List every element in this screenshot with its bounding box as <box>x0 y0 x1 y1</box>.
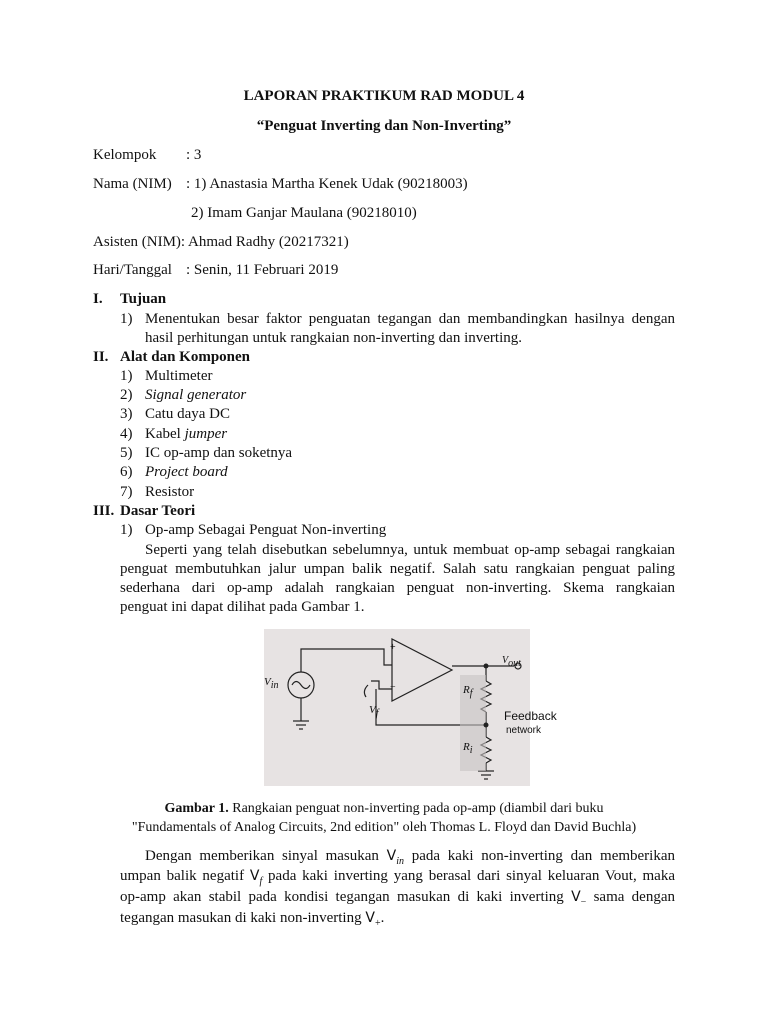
list-item-number: 2) <box>120 387 133 403</box>
section-1-item-number: 1) <box>120 311 133 327</box>
theory-paragraph-line-1: Seperti yang telah disebutkan sebelumnya, untuk membuat op-amp sebagai rangkaian <box>145 542 675 558</box>
closing-line-2: umpan balik negatif $V_f$ pada kaki inverting yang berasal dari sinyal keluaran Vout, maka <box>120 868 675 887</box>
closing-line-1: Dengan memberikan sinyal masukan $V_{in}$ pada kaki non-inverting dan memberikan <box>145 848 675 867</box>
list-item-number: 5) <box>120 445 133 461</box>
network-label: network <box>506 725 542 736</box>
section-2-number: II. <box>93 349 109 365</box>
list-item: Multimeter <box>145 368 213 384</box>
list-item-number: 4) <box>120 426 133 442</box>
nama-value-2: 2) Imam Ganjar Maulana (90218010) <box>191 205 417 221</box>
list-item-number: 6) <box>120 464 133 480</box>
vout-label-text: $V_{out}$ <box>502 655 521 669</box>
vin-label: $V_{in}$ <box>264 676 279 692</box>
feedback-label: Feedback <box>504 709 557 723</box>
closing-line-4: tegangan masukan di kaki non-inverting $V_+$. <box>120 910 385 929</box>
document-subtitle: “Penguat Inverting dan Non-Inverting” <box>256 118 512 134</box>
figure-caption-line-1 <box>0 801 768 817</box>
section-3-item-number: 1) <box>120 522 133 538</box>
nama-label: Nama (NIM) <box>93 176 172 192</box>
hari-value: : Senin, 11 Februari 2019 <box>186 262 339 278</box>
section-3-title: Dasar Teori <box>120 503 196 519</box>
section-1-item-line-2: hasil perhitungan untuk rangkaian non-inverting dan inverting. <box>145 330 522 346</box>
circuit-figure <box>264 629 557 786</box>
op-amp-triangle <box>392 639 452 701</box>
asisten-line: Asisten (NIM): Ahmad Radhy (20217321) <box>93 234 349 250</box>
section-2-title: Alat dan Komponen <box>120 349 251 365</box>
document-title: LAPORAN PRAKTIKUM RAD MODUL 4 <box>243 88 525 104</box>
list-item-text: Kabel <box>145 426 185 442</box>
section-1-number: I. <box>93 291 103 307</box>
list-item-number: 7) <box>120 484 133 500</box>
list-item-text-italic: jumper <box>184 426 228 442</box>
section-1-item-line-1: Menentukan besar faktor penguatan tegangan dan membandingkan hasilnya dengan <box>145 311 675 327</box>
list-item: Project board <box>145 464 228 480</box>
kelompok-value: : 3 <box>186 147 202 163</box>
theory-paragraph-line-2: penguat membutuhkan jalur umpan balik negatif. Salah satu rangkaian penguat paling <box>120 561 675 577</box>
list-item: Catu daya DC <box>145 406 230 422</box>
list-item: IC op-amp dan soketnya <box>145 445 293 461</box>
hari-label: Hari/Tanggal <box>93 262 172 278</box>
caption-text: Rangkaian penguat non-inverting pada op-amp (diambil dari buku <box>228 801 604 816</box>
node-dot <box>484 664 489 669</box>
caption-label: Gambar 1. <box>164 801 229 816</box>
figure-caption-line-2: "Fundamentals of Analog Circuits, 2nd edition" oleh Thomas L. Floyd dan David Buchla) <box>131 820 637 835</box>
kelompok-label: Kelompok <box>93 147 157 163</box>
non-inverting-amplifier-diagram <box>264 629 530 786</box>
section-3-number: III. <box>93 503 115 519</box>
list-item-number: 1) <box>120 368 133 384</box>
closing-line-3: op-amp akan stabil pada kondisi tegangan masukan di kaki inverting $V_-$ sama dengan <box>120 889 676 908</box>
rf-label: $R_f$ <box>463 684 473 700</box>
theory-paragraph-line-3: sederhana dari op-amp adalah rangkaian penguat non-inverting. Skema rangkaian <box>120 580 675 596</box>
list-item <box>145 426 227 443</box>
ri-label: $R_i$ <box>463 741 473 757</box>
list-item: Resistor <box>145 484 195 500</box>
node-dot <box>484 723 489 728</box>
nama-value-1: : 1) Anastasia Martha Kenek Udak (90218003) <box>186 176 468 192</box>
plus-label: + <box>390 642 396 653</box>
list-item-number: 3) <box>120 406 133 422</box>
theory-paragraph-line-4: penguat ini dapat dilihat pada Gambar 1. <box>120 599 365 615</box>
minus-label: − <box>390 682 396 693</box>
sine-wave-icon <box>292 682 310 689</box>
section-1-title: Tujuan <box>120 291 167 307</box>
list-item: Signal generator <box>145 387 247 403</box>
vf-label: $V_f$ <box>369 704 379 720</box>
section-3-item-title: Op-amp Sebagai Penguat Non-inverting <box>145 522 387 538</box>
